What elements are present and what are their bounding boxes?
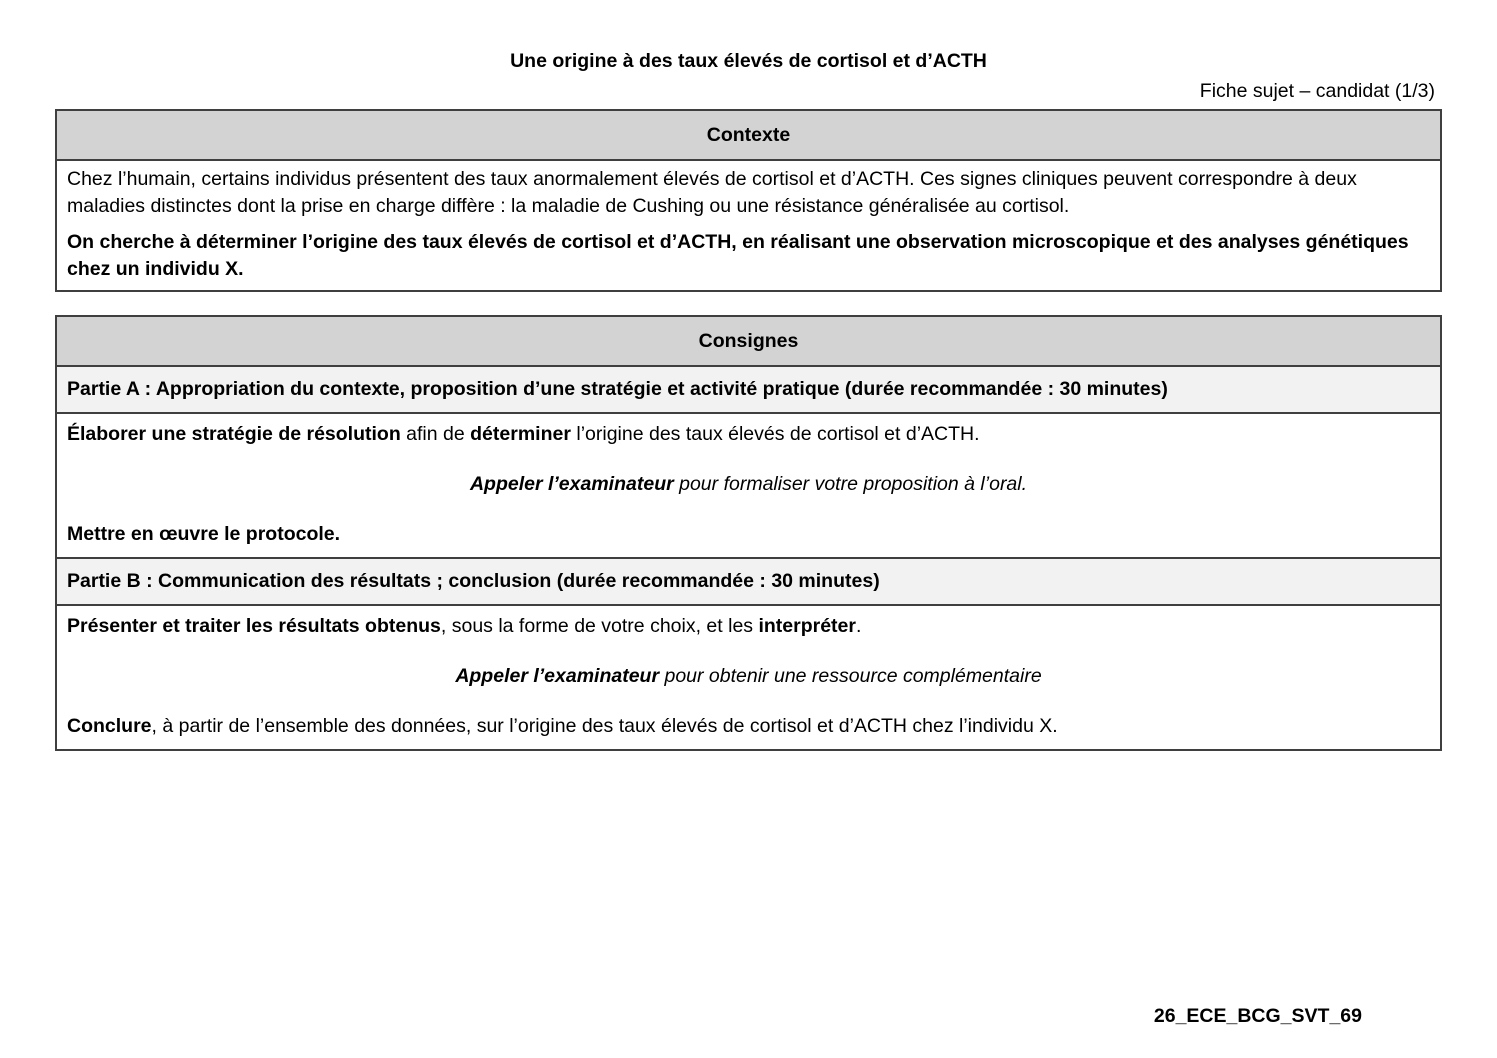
partie-a-body <box>57 414 1440 559</box>
partie-a-header: Partie A : Appropriation du contexte, proposition d’une stratégie et activité pratique (durée recommandée : 30 minutes) <box>57 367 1440 414</box>
task-elaborer-strategie <box>67 421 1430 448</box>
task-elaborer-bold: Élaborer une stratégie de résolution <box>67 423 401 445</box>
contexte-paragraph-intro: Chez l’humain, certains individus présentent des taux anormalement élevés de cortisol et d’ACTH. Ces signes cliniques peuvent correspondre à deux maladies distinctes dont la prise en charge diffère : la maladie de Cushing ou une résistance généralisée au cortisol. <box>67 168 1357 217</box>
task-presenter-end: . <box>855 615 862 637</box>
partie-b-header: Partie B : Communication des résultats ; conclusion (durée recommandée : 30 minutes) <box>57 559 1440 606</box>
contexte-body <box>57 161 1440 290</box>
task-conclure-rest: , à partir de l’ensemble des données, sur l’origine des taux élevés de cortisol et d’ACTH chez l’individu X. <box>151 715 1058 737</box>
task-elaborer-end: l’origine des taux élevés de cortisol et d’ACTH. <box>570 423 980 445</box>
consignes-header: Consignes <box>57 317 1440 367</box>
call-examiner-a <box>67 471 1430 498</box>
task-conclure-bold: Conclure <box>67 715 152 737</box>
call-examiner-a-bold: Appeler l’examinateur <box>469 473 674 495</box>
task-presenter-bold: Présenter et traiter les résultats obtenus <box>67 615 441 637</box>
page-title: Une origine à des taux élevés de cortisol et d’ACTH <box>510 50 987 72</box>
sheet-candidate-label: Fiche sujet – candidat (1/3) <box>1199 80 1435 102</box>
contexte-table <box>55 109 1442 292</box>
consignes-table <box>55 315 1442 751</box>
call-examiner-a-rest: pour formaliser votre proposition à l’oral. <box>673 473 1028 495</box>
call-examiner-b-bold: Appeler l’examinateur <box>455 665 660 687</box>
task-mettre-en-oeuvre: Mettre en œuvre le protocole. <box>67 523 341 545</box>
contexte-paragraph-goal: On cherche à déterminer l’origine des taux élevés de cortisol et d’ACTH, en réalisant une observation microscopique et des analyses génétiques chez un individu X. <box>67 231 1409 280</box>
document-reference-code: 26_ECE_BCG_SVT_69 <box>1153 1005 1362 1027</box>
task-conclure <box>67 713 1430 740</box>
task-determiner-bold: déterminer <box>470 423 571 445</box>
task-elaborer-mid: afin de <box>400 423 471 445</box>
task-presenter-mid: , sous la forme de votre choix, et les <box>440 615 759 637</box>
task-interpreter-bold: interpréter <box>758 615 856 637</box>
call-examiner-b <box>67 663 1430 690</box>
task-presenter-resultats <box>67 613 1430 640</box>
call-examiner-b-rest: pour obtenir une ressource complémentaire <box>659 665 1042 687</box>
contexte-header: Contexte <box>57 111 1440 161</box>
partie-b-body <box>57 606 1440 749</box>
